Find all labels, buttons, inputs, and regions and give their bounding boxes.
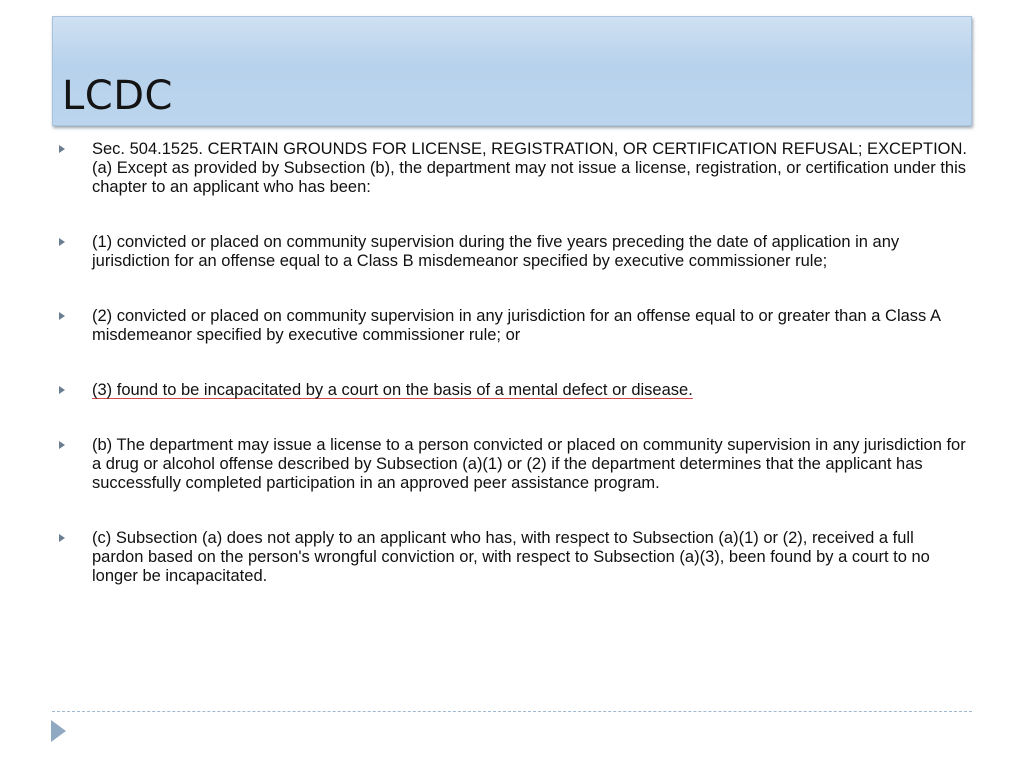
bullet-text: Sec. 504.1525. CERTAIN GROUNDS FOR LICENSE, REGISTRATION, OR CERTIFICATION REFUSAL; EXCEPTION. (a) Except as provided by Subsection (b), the department may not issue a license, registration, or certification under this chapter to an applicant who has been:	[92, 140, 967, 196]
bullet-list	[58, 140, 968, 622]
bullet-item	[58, 381, 968, 400]
bullet-text: (2) convicted or placed on community supervision in any jurisdiction for an offense equal to or greater than a Class A misdemeanor specified by executive commissioner rule; or	[92, 307, 941, 344]
triangle-bullet-icon	[59, 312, 65, 320]
footer-divider	[52, 711, 972, 712]
title-bar	[52, 16, 972, 126]
triangle-bullet-icon	[59, 534, 65, 542]
triangle-bullet-icon	[59, 441, 65, 449]
bullet-item	[58, 529, 968, 586]
next-slide-arrow-icon[interactable]	[51, 720, 66, 742]
bullet-text: (1) convicted or placed on community supervision during the five years preceding the date of application in any jurisdiction for an offense equal to a Class B misdemeanor specified by executive commissioner rule;	[92, 233, 900, 270]
bullet-text: (b) The department may issue a license to a person convicted or placed on community supervision in any jurisdiction for a drug or alcohol offense described by Subsection (a)(1) or (2) if the department determines that the applicant has successfully completed participation in an approved peer assistance program.	[92, 436, 966, 492]
bullet-text	[92, 381, 968, 400]
bullet-item	[58, 436, 968, 493]
triangle-bullet-icon	[59, 145, 65, 153]
bullet-text: (c) Subsection (a) does not apply to an applicant who has, with respect to Subsection (a)(1) or (2), received a full pardon based on the person's wrongful conviction or, with respect to Subsection (a)(3), been found by a court to no longer be incapacitated.	[92, 529, 930, 585]
slide-title: LCDC	[62, 73, 173, 119]
bullet-item	[58, 307, 968, 345]
triangle-bullet-icon	[59, 238, 65, 246]
bullet-item	[58, 233, 968, 271]
underlined-text: (3) found to be incapacitated by a court on the basis of a mental defect or disease.	[92, 381, 693, 399]
triangle-bullet-icon	[59, 386, 65, 394]
bullet-item	[58, 140, 968, 197]
